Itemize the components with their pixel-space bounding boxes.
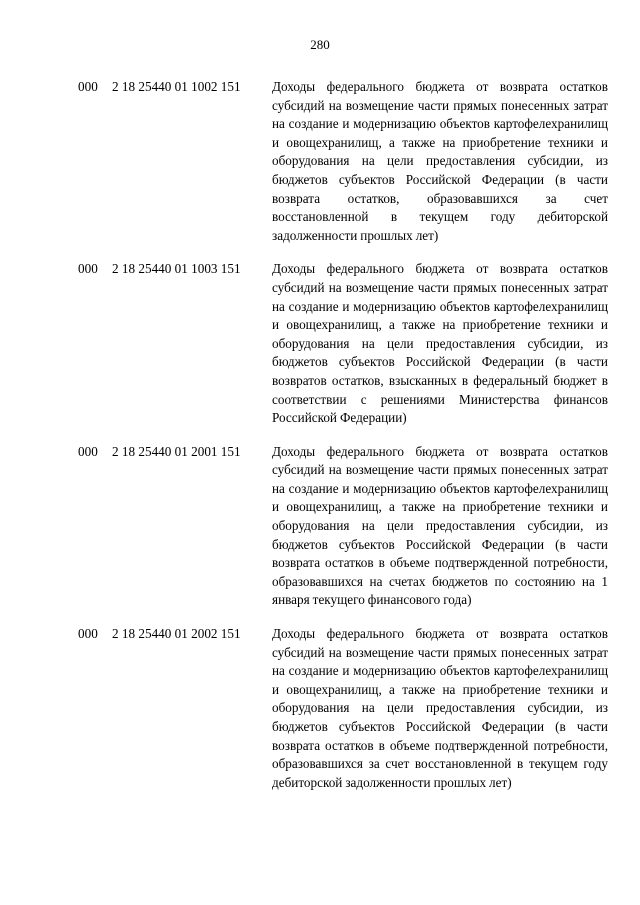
budget-code-entry <box>78 625 608 792</box>
budget-classification-code: 2 18 25440 01 1003 151 <box>112 261 241 277</box>
page-number: 280 <box>310 37 330 52</box>
administrator-code: 000 <box>78 443 98 459</box>
income-description: Доходы федерального бюджета от возврата остатков субсидий на возмещение части прямых понесенных затрат на создание и модернизацию объектов картофелехранилищ и овощехранилищ, а также на приобретение техники и оборудования на цели предоставления субсидии, из бюджетов субъектов Российской Федерации (в части возвратов остатков, взысканных в федеральный бюджет в соответствии с решениями Министерства финансов Российской Федерации) <box>272 261 608 426</box>
budget-code-entry <box>78 443 608 610</box>
budget-code-entry <box>78 78 608 245</box>
administrator-code: 000 <box>78 79 98 94</box>
administrator-code: 000 <box>78 261 98 277</box>
budget-code-list <box>78 78 608 807</box>
income-description: Доходы федерального бюджета от возврата остатков субсидий на возмещение части прямых понесенных затрат на создание и модернизацию объектов картофелехранилищ и овощехранилищ, а также на приобретение техники и оборудования на цели предоставления субсидии, из бюджетов субъектов Российской Федерации (в части возврата остатков в объеме подтвержденной потребности, образовавшихся на счетах бюджетов по состоянию на 1 января текущего финансового года) <box>272 443 608 608</box>
income-description: Доходы федерального бюджета от возврата остатков субсидий на возмещение части прямых понесенных затрат на создание и модернизацию объектов картофелехранилищ и овощехранилищ, а также на приобретение техники и оборудования на цели предоставления субсидии, из бюджетов субъектов Российской Федерации (в части возврата остатков, образовавшихся за счет восстановленной в текущем году дебиторской задолженности прошлых лет) <box>272 79 608 243</box>
administrator-code: 000 <box>78 626 98 642</box>
budget-classification-code: 2 18 25440 01 1002 151 <box>112 79 241 94</box>
budget-classification-code: 2 18 25440 01 2001 151 <box>112 443 241 459</box>
budget-code-entry <box>78 260 608 427</box>
budget-classification-code: 2 18 25440 01 2002 151 <box>112 626 241 642</box>
income-description: Доходы федерального бюджета от возврата остатков субсидий на возмещение части прямых понесенных затрат на создание и модернизацию объектов картофелехранилищ и овощехранилищ, а также на приобретение техники и оборудования на цели предоставления субсидии, из бюджетов субъектов Российской Федерации (в части возврата остатков в объеме подтвержденной потребности, образовавшихся за счет восстановленной в текущем году дебиторской задолженности прошлых лет) <box>272 626 608 790</box>
